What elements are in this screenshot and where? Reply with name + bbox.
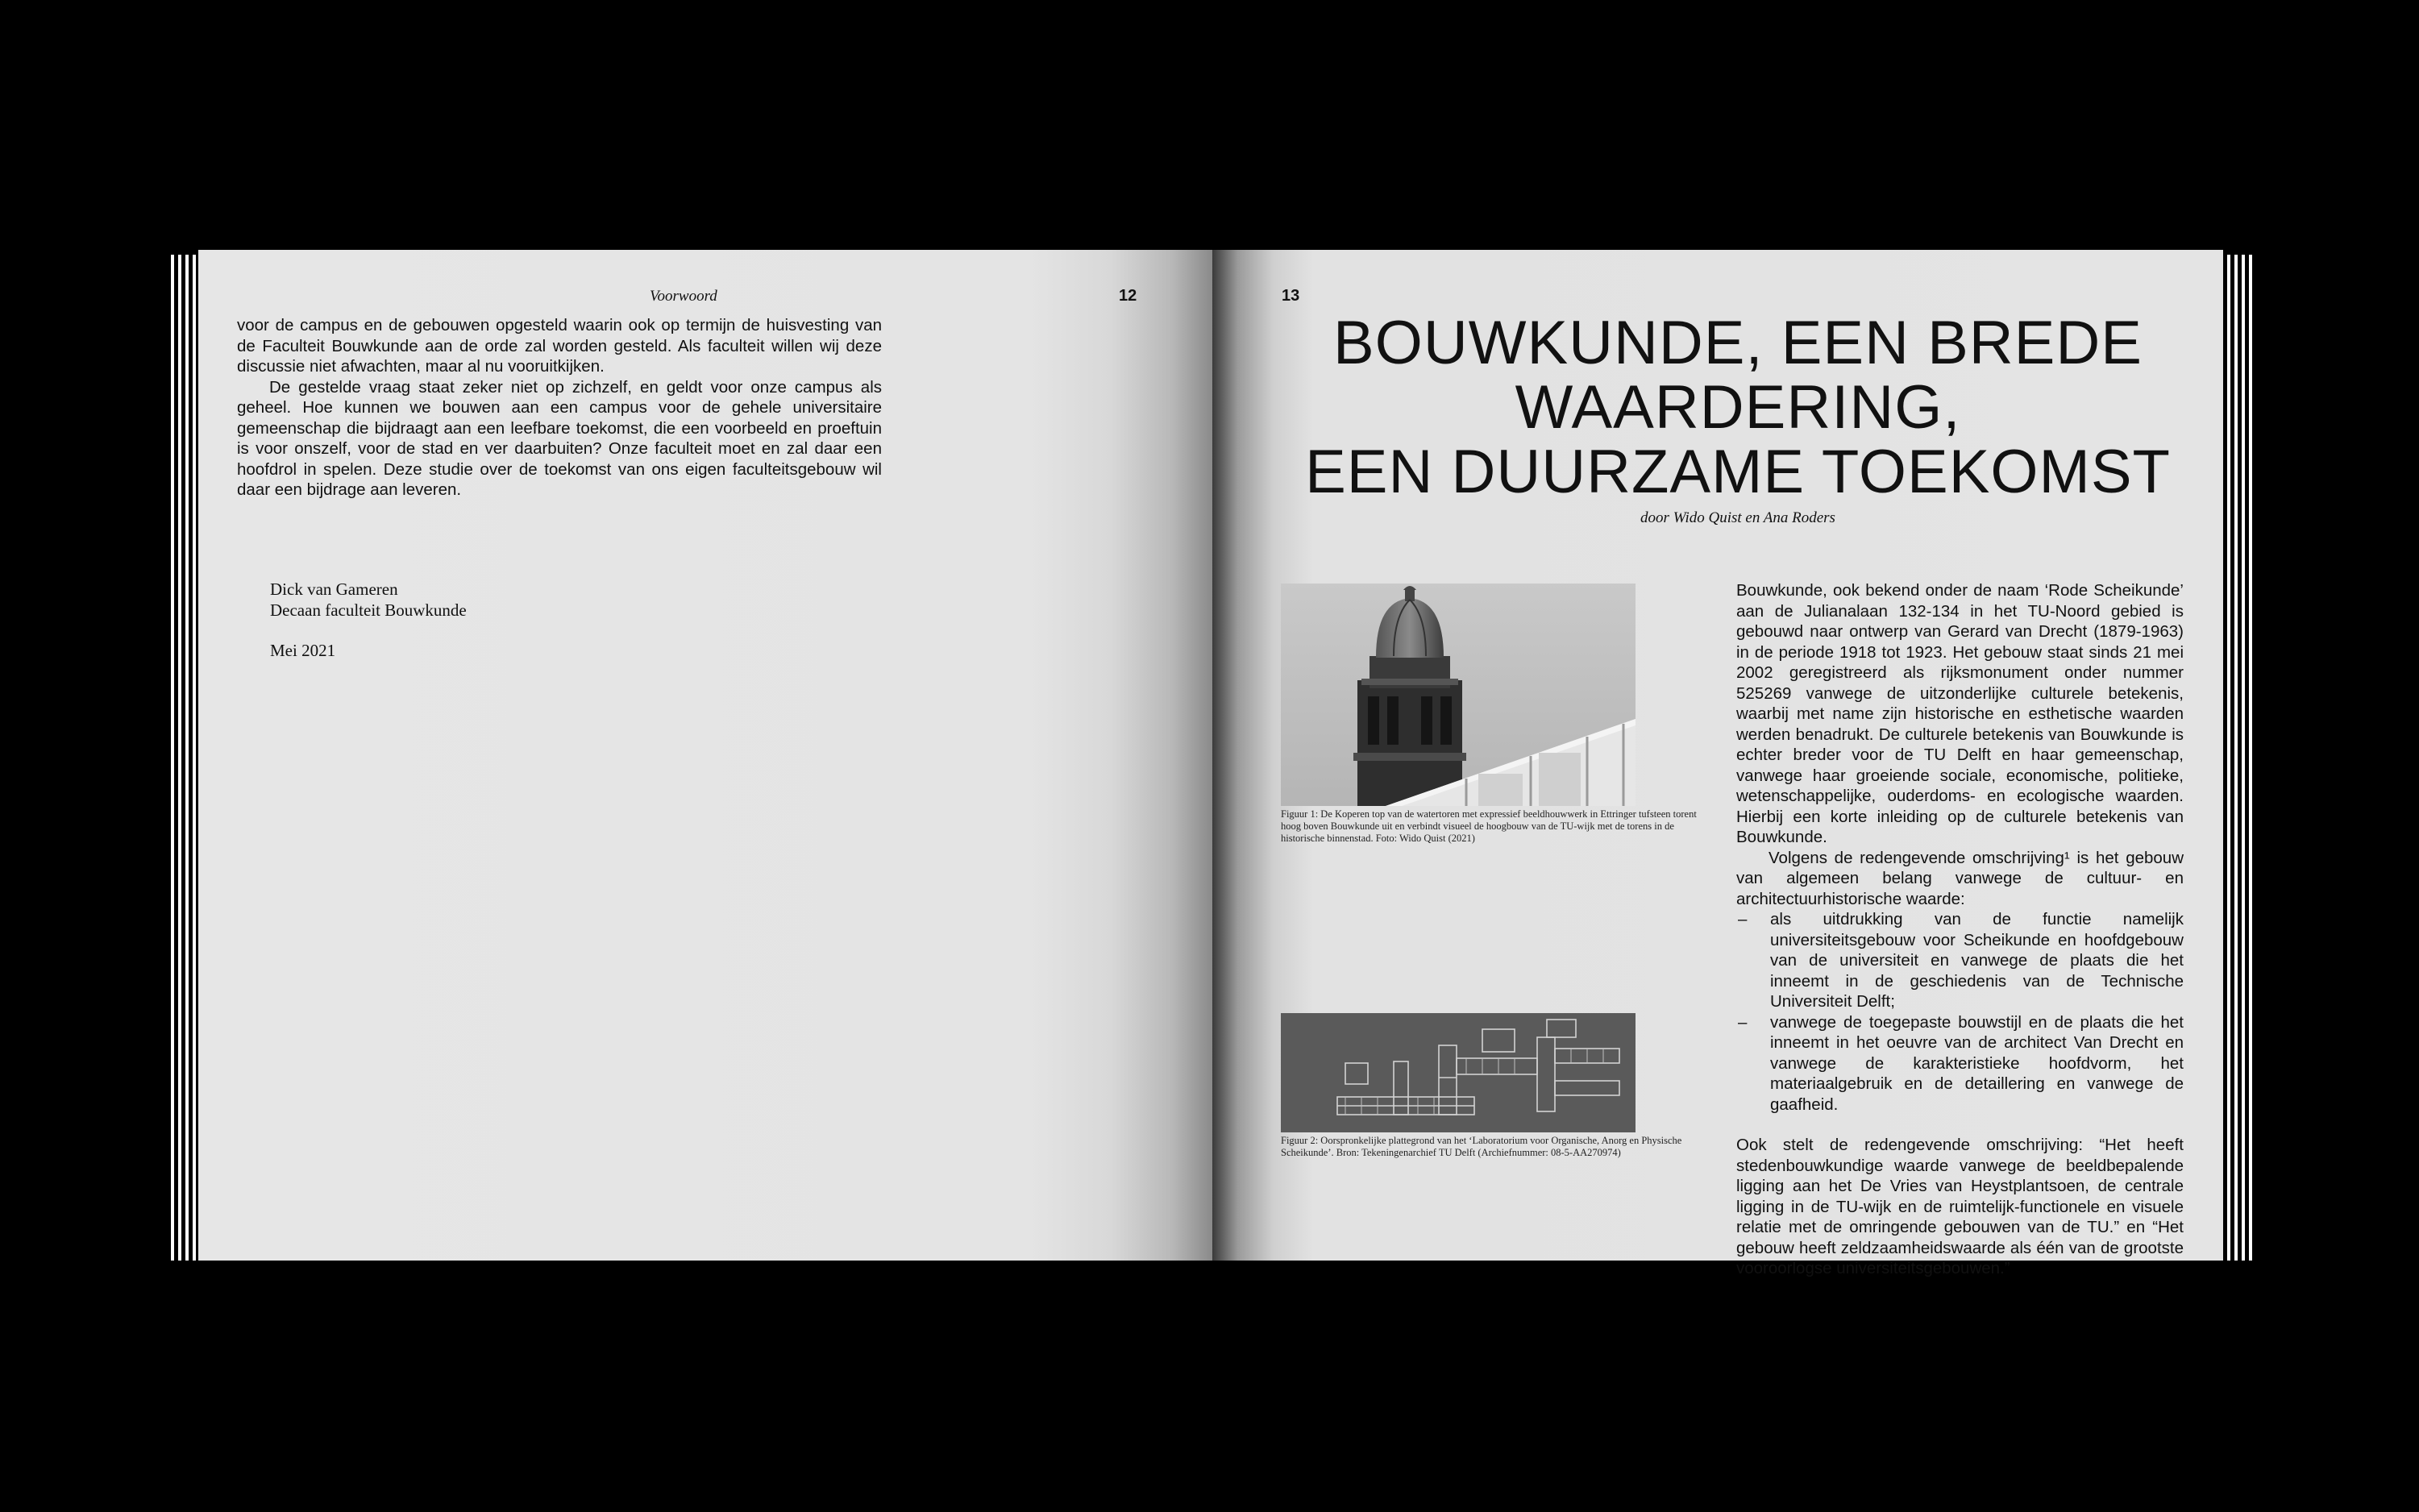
figure-2-floorplan (1281, 1013, 1636, 1132)
signature-role: Decaan faculteit Bouwkunde (270, 600, 467, 620)
list-item: – vanwege de toegepaste bouwstijl en de plaats die het inneemt in het oeuvre van de architect Van Drecht en vanwege de karakteristieke hoofdvorm, het materiaalgebruik en de detaillering en vanwege de gaafheid. (1736, 1012, 2184, 1115)
figure-1-photo (1281, 584, 1636, 806)
foreword-text (237, 315, 882, 501)
paragraph: Ook stelt de redengevende omschrijving: “Het heeft stedenbouwkundige waarde vanwege de beeldbepalende ligging aan het De Vries van Heystplantsoen, de centrale ligging in de TU-wijk en de ruimtelijk-functionele en visuele relatie met de omringende gebouwen van de TU.” en “Het gebouw heeft zeldzaamheidswaarde als één van de grootste vooroorlogse universiteitsgebouwen.” (1736, 1136, 2184, 1277)
list-item: – als uitdrukking van de functie namelijk universiteitsgebouw voor Scheikunde en hoofdgebouw van de universiteit en vanwege de plaats die het inneemt in de geschiedenis van de Technische Universiteit Delft; (1736, 909, 2184, 1012)
page-number: 12 (1119, 287, 1137, 305)
figure-1-caption: Figuur 1: De Koperen top van de watertoren met expressief beeldhouwwerk in Ettringer tufsteen torent hoog boven Bouwkunde uit en verbindt visueel de hoogbouw van de TU-wijk met de torens in de historische binnenstad. Foto: Wido Quist (2021) (1281, 808, 1697, 844)
tower-photo-image (1281, 584, 1636, 806)
page-edge-right (2220, 255, 2252, 1261)
floorplan-image (1281, 1013, 1636, 1132)
title-line: WAARDERING, (1515, 373, 1961, 442)
paragraph: De gestelde vraag staat zeker niet op zichzelf, en geldt voor onze campus als geheel. Hoe kunnen we bouwen aan een campus voor de gehele universitaire gemeenschap die bijdraagt aan een leefbare toekomst, die een voorbeeld en proeftuin is voor onszelf, voor de stad en ver daarbuiten? Onze faculteit moet en zal daar een hoofdrol in spelen. Deze studie over de toekomst van ons eigen faculteitsgebouw wil daar een bijdrage aan leveren. (237, 377, 882, 499)
byline: door Wido Quist en Ana Roders (1640, 509, 1835, 526)
paragraph: voor de campus en de gebouwen opgesteld waarin ook op termijn de huisvesting van de Faculteit Bouwkunde aan de orde zal worden gesteld. Als faculteit willen wij deze discussie niet afwachten, maar al nu vooruitkijken. (237, 316, 882, 376)
page-number: 13 (1282, 287, 1300, 305)
running-head: Voorwoord (650, 288, 717, 305)
right-page (1212, 250, 2223, 1277)
figure-2-caption: Figuur 2: Oorspronkelijke plattegrond van het ‘Laboratorium voor Organische, Anorg en Physische Scheikunde’. Bron: Tekeningenarchief TU Delft (Archiefnummer: 08-5-AA270974) (1281, 1135, 1682, 1158)
paragraph: Bouwkunde, ook bekend onder de naam ‘Rode Scheikunde’ aan de Julianalaan 132-134 in het TU-Noord gebied is gebouwd naar ontwerp van Gerard van Drecht (1879-1963) in de periode 1918 tot 1923. Het gebouw staat sinds 21 mei 2002 geregistreerd als rijksmonument onder nummer 525269 vanwege de uitzonderlijke culturele betekenis, waarbij met name zijn historische en esthetische waarden werden benadrukt. De culturele betekenis van Bouwkunde is echter breder voor de TU Delft en haar gemeenschap, vanwege haar groeiende sociale, economische, politieke, wetenschappelijke, ouderdoms- en ecologische waarden. Hierbij een korte inleiding op de culturele betekenis van Bouwkunde. (1736, 581, 2184, 846)
title-line: BOUWKUNDE, EEN BREDE (1333, 309, 2143, 377)
title-line: EEN DUURZAME TOEKOMST (1305, 438, 2171, 506)
left-page (198, 250, 1212, 1261)
signature-name: Dick van Gameren (270, 579, 398, 599)
paragraph: Volgens de redengevende omschrijving¹ is het gebouw van algemeen belang vanwege de cultuur- en architectuurhistorische waarde: (1736, 848, 2184, 908)
date: Mei 2021 (270, 641, 336, 660)
criteria-list (1736, 909, 2184, 1115)
article-title (1270, 311, 2205, 505)
article-text (1736, 580, 2184, 1279)
